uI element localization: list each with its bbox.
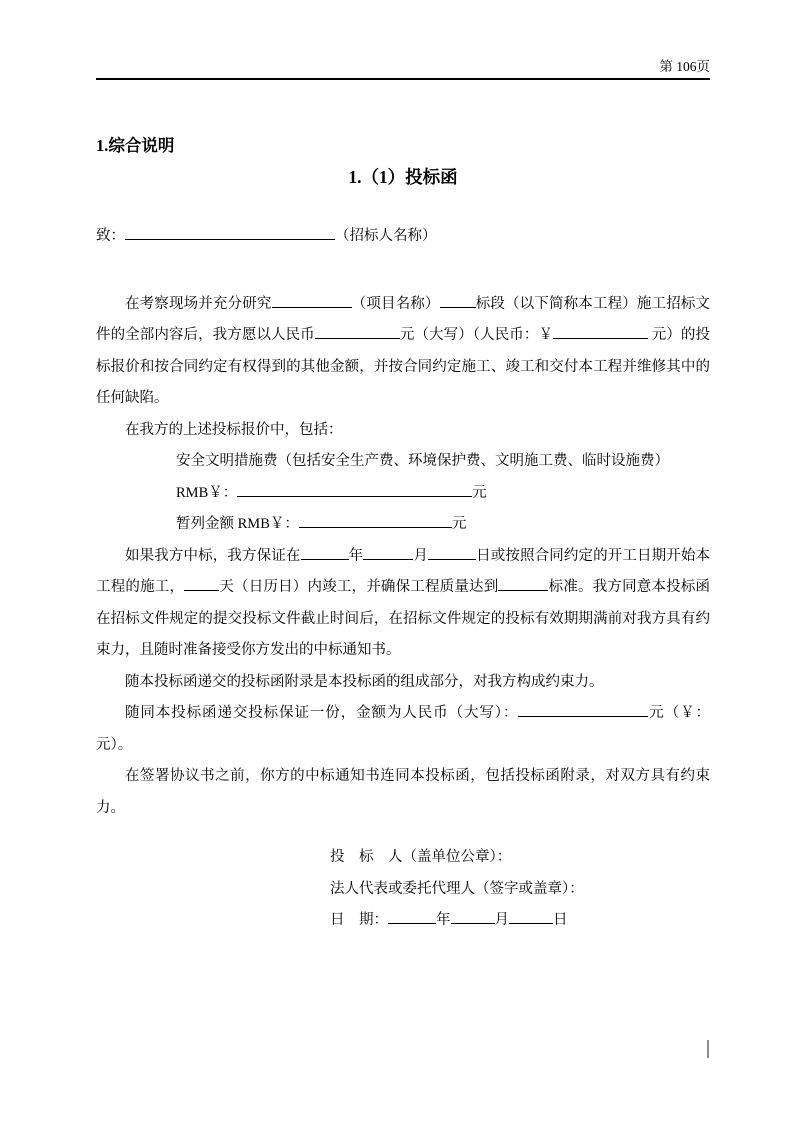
text-run: 月: [413, 547, 428, 564]
scan-artifact: [707, 1040, 709, 1058]
blank-underline: [451, 910, 495, 924]
blank-underline: [553, 325, 648, 339]
text-run: 元）。: [96, 736, 133, 753]
text-run: 随同本投标函递交投标保证一份，金额为人民币（大写）：: [125, 705, 519, 721]
text-run: 如果我方中标，我方保证在: [125, 547, 301, 564]
paragraph-commitment: [96, 541, 710, 667]
text-run: 元: [451, 516, 467, 532]
paragraph-provisional-amount: [176, 509, 710, 541]
text-run: 随本投标函递交的投标函附录是本投标函的组成部分，对我方构成约束力。: [125, 673, 604, 690]
blank-underline: [301, 546, 349, 560]
text-run: 标段（以下简称本工程）施工招标文件的全部内容后，我方愿以人民币: [96, 295, 711, 343]
blank-underline: [440, 294, 476, 308]
text-run: （项目名称）: [351, 295, 440, 312]
paragraph-safety-fee: [176, 446, 710, 478]
text-run: 元（大写）（人民币：￥: [399, 327, 554, 343]
text-run: 在考察现场并充分研究: [125, 295, 272, 312]
signature-date-line: [330, 905, 710, 937]
text-run: 日 期：: [330, 912, 388, 928]
blank-underline: [388, 910, 436, 924]
blank-underline: [498, 577, 548, 591]
section-heading: 1.综合说明: [96, 136, 175, 155]
blank-underline: [363, 546, 413, 560]
page-number: 第 106页: [659, 59, 710, 74]
text-run: 年: [436, 912, 451, 928]
paragraph-bid-price: [96, 289, 710, 415]
document-content: [96, 130, 710, 937]
text-run: 月: [494, 912, 509, 928]
text-run: 投 标 人（盖单位公章）：: [330, 849, 512, 865]
document-title: 1.（1）投标函: [348, 166, 458, 187]
text-run: 日: [553, 912, 568, 928]
paragraph-bid-security: [96, 698, 710, 761]
blank-underline: [428, 546, 476, 560]
signature-block: [330, 842, 710, 937]
text-run: 元（￥：: [648, 705, 711, 721]
paragraph-rmb-amount: [176, 478, 710, 510]
paragraph-price-includes: [96, 415, 710, 447]
signature-representative-line: [330, 874, 710, 906]
text-run: 年: [348, 547, 364, 564]
blank-underline: [518, 703, 648, 717]
blank-underline: [237, 483, 472, 497]
page-header: [96, 56, 710, 78]
text-run: 暂列金额 RMB￥：: [176, 516, 299, 532]
paragraph-appendix: [96, 667, 710, 699]
text-run: （招标人名称）: [335, 228, 437, 244]
text-run: 日或按照合同约定的开工日期开始本工程的施工，: [96, 547, 710, 595]
text-run: RMB￥：: [176, 484, 238, 501]
header-rule: [96, 78, 710, 80]
text-run: 致：: [96, 228, 125, 244]
text-run: 法人代表或委托代理人（签字或盖章）：: [330, 880, 584, 897]
text-run: 元: [472, 484, 487, 501]
text-run: 天（日历日）内竣工，并确保工程质量达到: [219, 579, 499, 595]
signature-bidder-line: [330, 842, 710, 874]
blank-underline: [509, 910, 553, 924]
blank-underline: [184, 577, 219, 591]
text-run: 安全文明措施费（包括安全生产费、环境保护费、文明施工费、临时设施费）: [176, 453, 669, 469]
text-run: 在我方的上述投标报价中，包括：: [125, 421, 343, 438]
text-run: 元）的投标报价和按合同约定有权得到的其他金额，并按合同约定施工、竣工和交付本工程并维修其中的任何缺陷。: [96, 327, 711, 406]
blank-underline: [315, 325, 400, 339]
blank-underline: [272, 294, 352, 308]
salutation-line: [96, 221, 710, 253]
blank-underline: [125, 226, 335, 240]
paragraph-binding: [96, 761, 710, 824]
text-run: 在签署协议书之前，你方的中标通知书连同本投标函，包括投标函附录，对双方具有约束力。: [96, 768, 710, 816]
text-run: 标准。我方同意本投标函在招标文件规定的提交投标文件截止时间后，在招标文件规定的投标有效期期满前对我方具有约束力，且随时准备接受你方发出的中标通知书。: [96, 579, 711, 658]
blank-underline: [299, 514, 452, 528]
